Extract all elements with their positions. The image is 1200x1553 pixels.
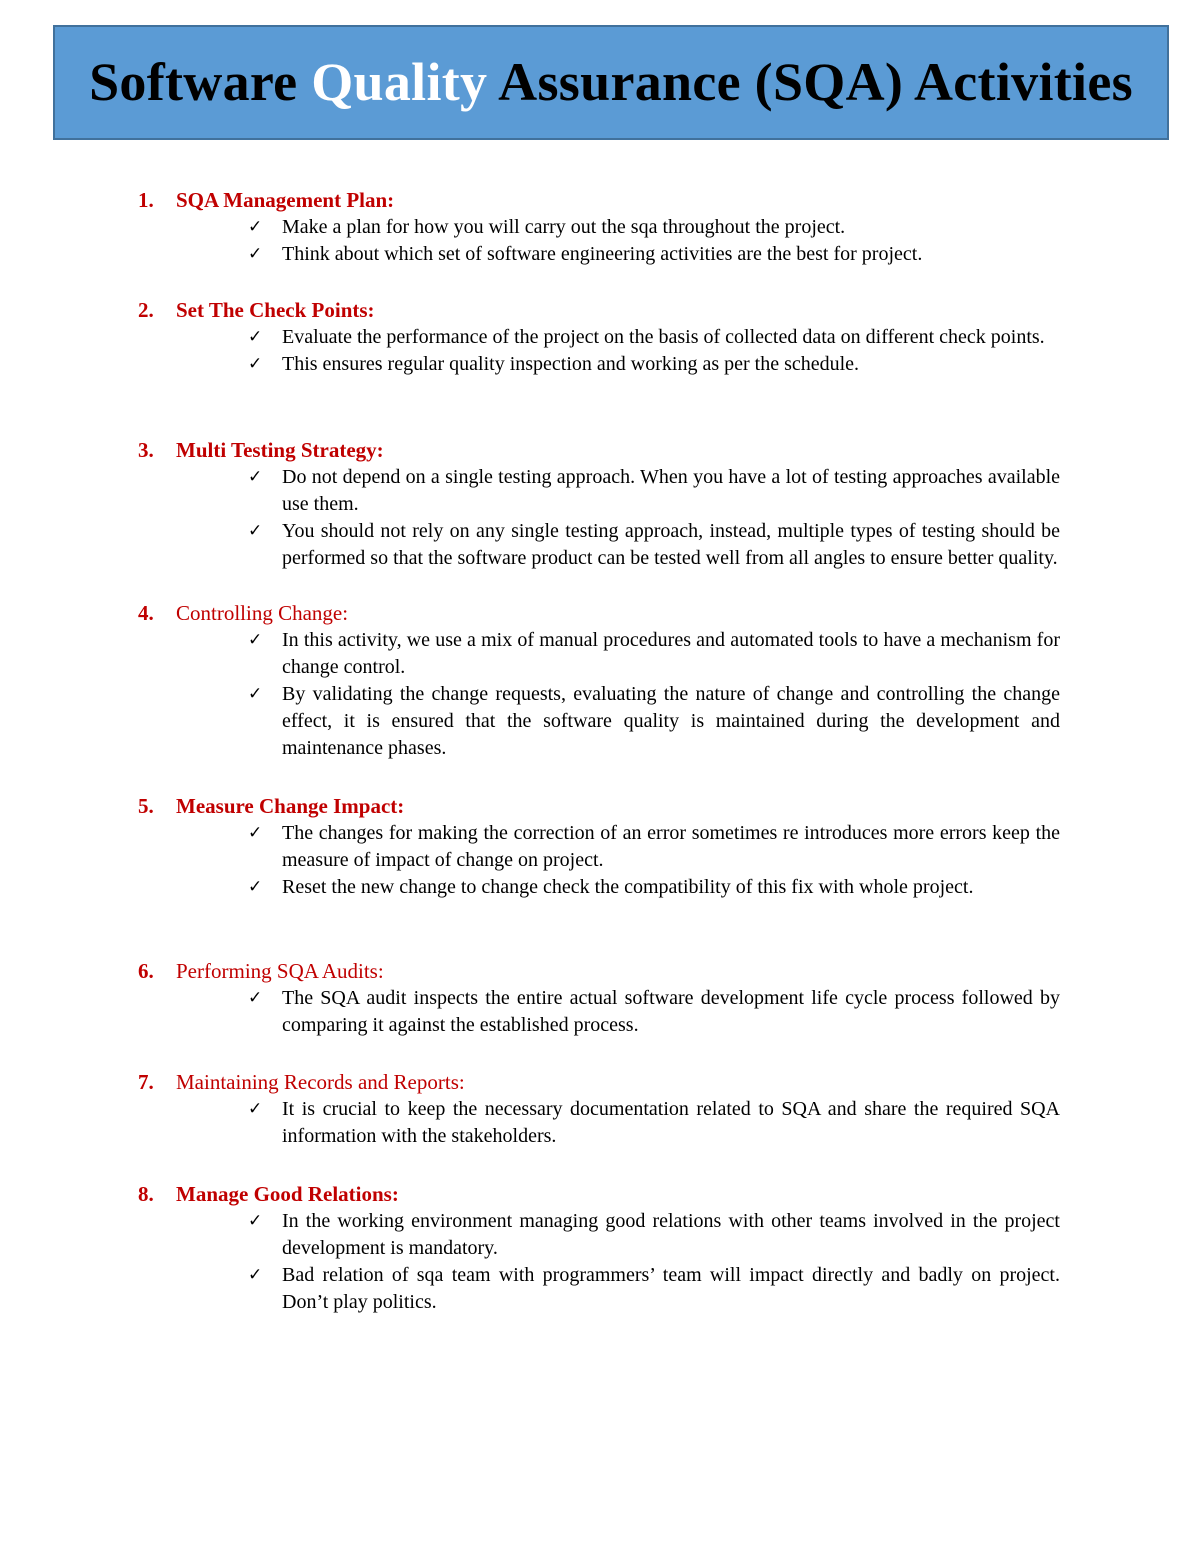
section-maintaining-records — [138, 1069, 1060, 1150]
checkmark-icon: ✓ — [248, 1265, 263, 1285]
list-item — [138, 241, 1060, 268]
title-highlight: Quality — [311, 51, 488, 112]
list-item — [138, 1096, 1060, 1150]
section-heading — [138, 600, 1060, 627]
section-sqa-management-plan — [138, 187, 1060, 268]
bullet-text: The SQA audit inspects the entire actual software development life cycle process followed by comparing it against the established process. — [282, 987, 1060, 1036]
section-manage-good-relations — [138, 1181, 1060, 1316]
list-item — [138, 1208, 1060, 1262]
section-number: 7. — [138, 1070, 154, 1094]
checkmark-icon: ✓ — [248, 684, 263, 704]
bullet-text: Evaluate the performance of the project on the basis of collected data on different check points. — [282, 326, 1045, 348]
page-title — [89, 51, 1133, 113]
checkmark-icon: ✓ — [248, 327, 263, 347]
list-item — [138, 820, 1060, 874]
list-item — [138, 874, 1060, 901]
section-title: Controlling Change: — [176, 601, 349, 625]
section-title: Measure Change Impact: — [176, 794, 405, 818]
section-heading — [138, 793, 1060, 820]
title-banner — [53, 25, 1169, 140]
checkmark-icon: ✓ — [248, 244, 263, 264]
section-title: Multi Testing Strategy: — [176, 438, 384, 462]
section-number: 5. — [138, 794, 154, 818]
section-title: SQA Management Plan: — [176, 188, 395, 212]
list-item — [138, 324, 1060, 351]
checkmark-icon: ✓ — [248, 988, 263, 1008]
bullet-text: This ensures regular quality inspection and working as per the schedule. — [282, 353, 860, 375]
section-performing-sqa-audits — [138, 958, 1060, 1039]
section-number: 3. — [138, 438, 154, 462]
bullet-text: Do not depend on a single testing approach. When you have a lot of testing approaches available use them. — [282, 466, 1060, 515]
list-item — [138, 681, 1060, 762]
section-number: 8. — [138, 1182, 154, 1206]
section-title: Set The Check Points: — [176, 298, 375, 322]
section-number: 1. — [138, 188, 154, 212]
list-item — [138, 627, 1060, 681]
section-number: 2. — [138, 298, 154, 322]
bullet-text: The changes for making the correction of an error sometimes re introduces more errors keep the measure of impact of change on project. — [282, 822, 1060, 871]
list-item — [138, 985, 1060, 1039]
section-heading — [138, 1181, 1060, 1208]
bullet-text: Make a plan for how you will carry out the sqa throughout the project. — [282, 216, 846, 238]
section-heading — [138, 297, 1060, 324]
checkmark-icon: ✓ — [248, 877, 263, 897]
list-item — [138, 214, 1060, 241]
list-item — [138, 1262, 1060, 1316]
bullet-text: Bad relation of sqa team with programmers’ team will impact directly and badly on project. Don’t play politics. — [282, 1264, 1060, 1313]
checkmark-icon: ✓ — [248, 521, 263, 541]
section-title: Maintaining Records and Reports: — [176, 1070, 465, 1094]
section-set-check-points — [138, 297, 1060, 378]
list-item — [138, 351, 1060, 378]
bullet-text: Think about which set of software engineering activities are the best for project. — [282, 243, 923, 265]
checkmark-icon: ✓ — [248, 354, 263, 374]
checkmark-icon: ✓ — [248, 217, 263, 237]
bullet-text: You should not rely on any single testing approach, instead, multiple types of testing should be performed so that the software product can be tested well from all angles to ensure better quality. — [282, 520, 1060, 569]
section-title: Manage Good Relations: — [176, 1182, 399, 1206]
section-heading — [138, 958, 1060, 985]
section-multi-testing-strategy — [138, 437, 1060, 572]
bullet-text: It is crucial to keep the necessary documentation related to SQA and share the required SQA information with the stakeholders. — [282, 1098, 1060, 1147]
checkmark-icon: ✓ — [248, 1211, 263, 1231]
section-heading — [138, 437, 1060, 464]
section-heading — [138, 187, 1060, 214]
title-part-1: Software — [89, 51, 312, 112]
checkmark-icon: ✓ — [248, 630, 263, 650]
checkmark-icon: ✓ — [248, 467, 263, 487]
checkmark-icon: ✓ — [248, 823, 263, 843]
section-controlling-change — [138, 600, 1060, 762]
bullet-text: Reset the new change to change check the compatibility of this fix with whole project. — [282, 876, 974, 898]
section-number: 6. — [138, 959, 154, 983]
list-item — [138, 518, 1060, 572]
title-part-2: Assurance (SQA) Activities — [487, 51, 1133, 112]
list-item — [138, 464, 1060, 518]
bullet-text: In this activity, we use a mix of manual procedures and automated tools to have a mechanism for change control. — [282, 629, 1060, 678]
section-heading — [138, 1069, 1060, 1096]
bullet-text: By validating the change requests, evaluating the nature of change and controlling the change effect, it is ensured that the software quality is maintained during the development and maintenance phases. — [282, 683, 1060, 759]
section-title: Performing SQA Audits: — [176, 959, 384, 983]
bullet-text: In the working environment managing good relations with other teams involved in the project development is mandatory. — [282, 1210, 1060, 1259]
section-measure-change-impact — [138, 793, 1060, 901]
section-number: 4. — [138, 601, 154, 625]
checkmark-icon: ✓ — [248, 1099, 263, 1119]
